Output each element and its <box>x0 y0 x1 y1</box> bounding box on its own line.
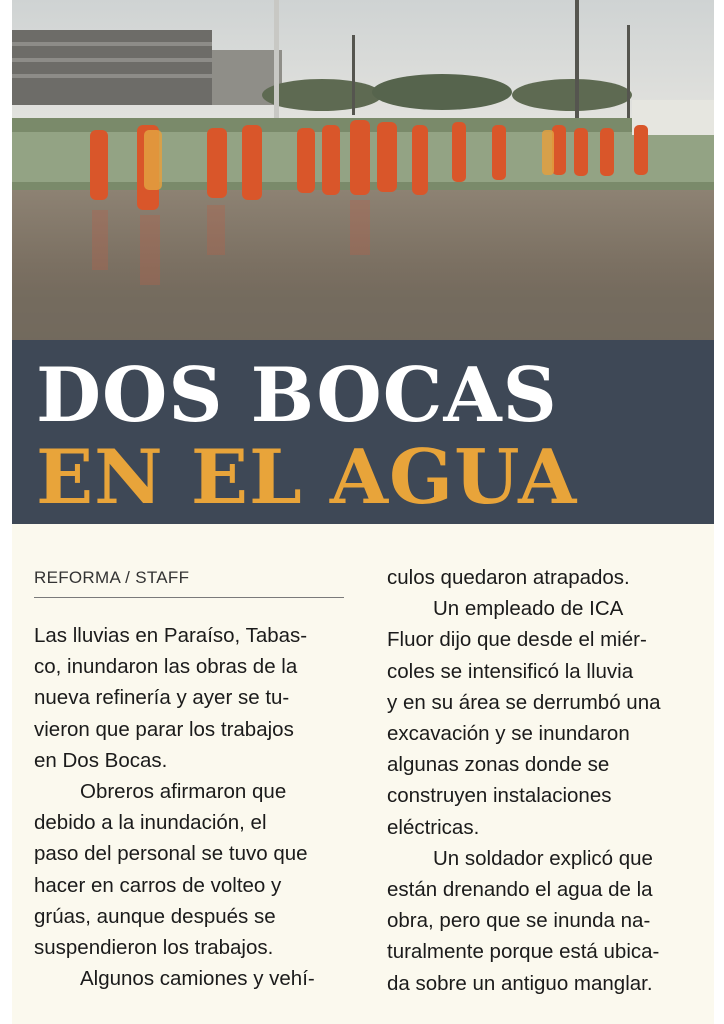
text-line: Un empleado de ICA <box>433 597 624 621</box>
paragraph-4 <box>387 593 705 843</box>
text-line: hacer en carros de volteo y <box>34 873 282 897</box>
text-line: construyen instalaciones <box>387 784 612 808</box>
text-line: Obreros afirmaron que <box>80 780 287 804</box>
text-line: da sobre un antiguo manglar. <box>387 971 653 995</box>
text-line: debido a la inundación, el <box>34 811 267 835</box>
byline-divider <box>34 597 344 598</box>
text-line: Un soldador explicó que <box>433 846 653 870</box>
text-line: nueva refinería y ayer se tu- <box>34 686 290 710</box>
paragraph-2 <box>34 776 352 963</box>
text-line: eléctricas. <box>387 815 480 839</box>
text-line: coles se intensificó la lluvia <box>387 659 634 683</box>
text-line: Algunos camiones y vehí- <box>80 967 315 991</box>
headline-line-1: DOS BOCAS <box>36 351 558 439</box>
paragraph-5 <box>387 843 705 999</box>
text-line: algunas zonas donde se <box>387 753 610 777</box>
text-line: obra, pero que se inunda na- <box>387 909 651 933</box>
text-line: Fluor dijo que desde el miér- <box>387 628 647 652</box>
text-column-1 <box>34 620 352 994</box>
text-line: grúas, aunque después se <box>34 904 276 928</box>
byline: REFORMA / STAFF <box>34 568 190 587</box>
paragraph-3-continued <box>387 562 705 593</box>
text-line: y en su área se derrumbó una <box>387 690 661 714</box>
text-line: paso del personal se tuvo que <box>34 842 308 866</box>
text-line: en Dos Bocas. <box>34 748 168 772</box>
text-line: culos quedaron atrapados. <box>387 566 630 589</box>
text-line: están drenando el agua de la <box>387 878 653 902</box>
paragraph-1 <box>34 620 352 776</box>
headline <box>12 340 714 524</box>
text-line: co, inundaron las obras de la <box>34 655 298 679</box>
text-line: turalmente porque está ubica- <box>387 940 660 964</box>
paragraph-3 <box>34 963 352 994</box>
text-line: suspendieron los trabajos. <box>34 936 274 960</box>
headline-line-2: EN EL AGUA <box>36 433 578 521</box>
text-line: vieron que parar los trabajos <box>34 717 294 741</box>
text-line: Las lluvias en Paraíso, Tabas- <box>34 624 308 647</box>
text-column-2 <box>387 562 705 999</box>
article-body <box>12 524 714 1024</box>
text-line: excavación y se inundaron <box>387 722 630 746</box>
news-photo <box>12 0 714 340</box>
flooded-construction-site-photo <box>12 0 714 340</box>
